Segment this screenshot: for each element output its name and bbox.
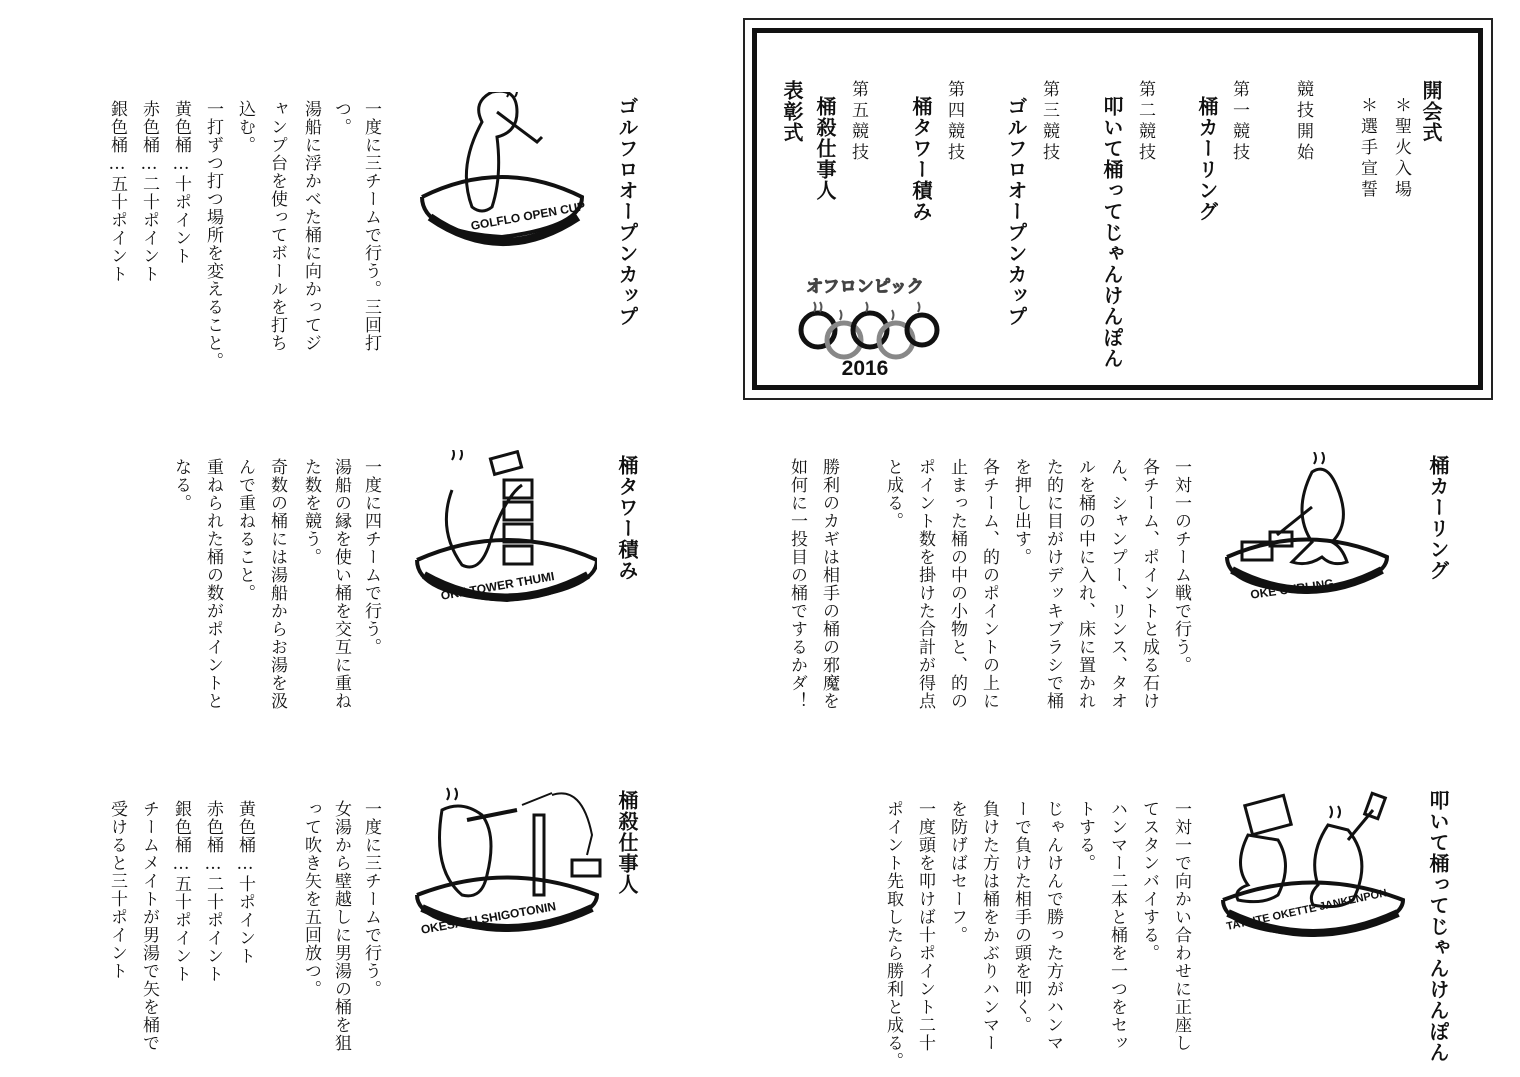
trajectory-arrow-icon	[552, 793, 592, 855]
program-opening: 開会式	[1419, 80, 1443, 143]
tower-line-3: た数を競う。	[301, 458, 321, 566]
curling-line-11: 勝利のカギは相手の桶の邪魔を	[819, 458, 839, 710]
janken-line-2: てスタンバイする。	[1139, 800, 1159, 962]
program-start: 競技開始	[1293, 80, 1313, 164]
shigotonin-line-7: チームメイトが男湯で矢を桶で	[139, 800, 159, 1052]
golf-line-6: 一打ずつ打つ場所を変えること。	[203, 100, 223, 370]
bucket-stack-2-icon	[504, 502, 532, 520]
tower-line-1: 一度に四チームで行う。	[361, 458, 381, 656]
golf-line-2: つ。	[331, 100, 351, 136]
program-event-3-num: 第三競技	[1039, 80, 1059, 164]
program-event-4-num: 第四競技	[944, 80, 964, 164]
shigotonin-line-4: 黄色桶…十ポイント	[235, 800, 255, 965]
curling-line-8: 止まった桶の中の小物と、的の	[947, 458, 967, 710]
curling-line-7: 各チーム、的のポイントの上に	[979, 458, 999, 710]
head-bucket-icon	[1245, 795, 1291, 834]
shigotonin-line-1: 一度に三チームで行う。	[361, 800, 381, 998]
golf-line-3: 湯船に浮かべた桶に向かってジ	[301, 100, 321, 352]
program-event-5-num: 第五競技	[848, 80, 868, 164]
program-event-1-num: 第一競技	[1229, 80, 1249, 164]
program-closing: 表彰式	[780, 80, 804, 143]
tower-line-4: 奇数の桶には湯船からお湯を汲	[267, 458, 287, 710]
tower-line-7: なる。	[171, 458, 191, 512]
janken-line-6: ーで負けた相手の頭を叩く。	[1011, 800, 1031, 1034]
golf-line-4: ャンプ台を使ってボールを打ち	[267, 100, 287, 352]
janken-line-4: トする。	[1075, 800, 1095, 872]
steam-icon	[447, 788, 457, 800]
golf-line-8: 赤色桶…二十ポイント	[139, 100, 159, 283]
program-event-2-name: 叩いて桶ってじゃんけんぽん	[1100, 96, 1124, 369]
curling-line-1: 一対一のチーム戦で行う。	[1171, 458, 1191, 674]
curling-line-5: た的に目がけデッキブラシで桶	[1043, 458, 1063, 710]
golf-line-5: 込む。	[235, 100, 255, 154]
program-opening-item-2: ＊選手宣誓	[1357, 96, 1377, 201]
golfer-figure-icon	[466, 92, 517, 211]
tower-line-5: んで重ねること。	[235, 458, 255, 602]
steam-icon	[1314, 452, 1324, 464]
curling-line-10: と成る。	[883, 458, 903, 530]
curling-line-12: 如何に一投目の桶でするかダ！	[787, 458, 807, 710]
ofuronpic-logo-title: オフロンピック	[806, 277, 924, 297]
shigotonin-line-8: 受けると三十ポイント	[107, 800, 127, 980]
tower-line-2: 湯船の縁を使い桶を交互に重ね	[331, 458, 351, 710]
steam-icon	[1330, 806, 1340, 818]
shigotonin-line-5: 赤色桶…二十ポイント	[203, 800, 223, 983]
curling-line-2: 各チーム、ポイントと成る石け	[1139, 458, 1159, 710]
golf-line-1: 一度に三チームで行う。三回打	[361, 100, 381, 352]
janken-line-3: ハンマー二本と桶を一つをセッ	[1107, 800, 1127, 1052]
janken-logo-label: TATAITE OKETTE JANKENPON	[1225, 887, 1389, 933]
program-event-5-name: 桶殺仕事人	[813, 96, 837, 201]
curling-logo-label: OKE CURLING	[1249, 576, 1335, 602]
hammer-head-icon	[1365, 793, 1386, 818]
wall-icon	[534, 815, 544, 895]
janken-line-9: 一度頭を叩けば十ポイント二十	[915, 800, 935, 1052]
janken-line-5: じゃんけんで勝った方がハンマ	[1043, 800, 1063, 1052]
ofuronpic-logo-year: 2016	[841, 357, 889, 380]
steam-icon	[452, 450, 462, 460]
program-event-2-num: 第二競技	[1135, 80, 1155, 164]
golf-line-7: 黄色桶…十ポイント	[171, 100, 191, 265]
golf-line-9: 銀色桶…五十ポイント	[107, 100, 127, 283]
curling-title: 桶カーリング	[1426, 455, 1450, 581]
shigotonin-line-6: 銀色桶…五十ポイント	[171, 800, 191, 983]
bucket-icon	[490, 452, 521, 475]
golf-club-icon	[497, 112, 542, 142]
shigotonin-title: 桶殺仕事人	[615, 790, 639, 895]
target-bucket-icon	[572, 860, 600, 876]
janken-line-1: 一対一で向かい合わせに正座し	[1171, 800, 1191, 1052]
program-event-4-name: 桶タワー積み	[909, 96, 933, 222]
curling-line-4: ルを桶の中に入れ、床に置かれ	[1075, 458, 1095, 710]
curling-line-3: ん、シャンプー、リンス、タオ	[1107, 458, 1127, 710]
tower-title: 桶タワー積み	[615, 455, 639, 581]
curling-line-9: ポイント数を掛けた合計が得点	[915, 458, 935, 710]
janken-line-7: 負けた方は桶をかぶりハンマー	[979, 800, 999, 1052]
shigotonin-logo-label: OKESATU SHIGOTONIN	[419, 899, 558, 937]
shigotonin-line-2: 女湯から壁越しに男湯の桶を狙	[331, 800, 351, 1052]
program-event-1-name: 桶カーリング	[1195, 96, 1219, 222]
bucket-stack-4-icon	[504, 546, 532, 564]
janken-title: 叩いて桶ってじゃんけんぽん	[1426, 790, 1450, 1063]
dart-icon	[522, 793, 552, 805]
golf-title: ゴルフロオープンカップ	[615, 96, 639, 327]
program-event-3-name: ゴルフロオープンカップ	[1004, 96, 1028, 327]
curling-line-6: を押し出す。	[1011, 458, 1031, 566]
tower-line-6: 重ねられた桶の数がポイントと	[203, 458, 223, 710]
janken-line-8: を防げばセーフ。	[947, 800, 967, 944]
tower-logo-label: OKE TOWER THUMI	[439, 569, 556, 603]
ofuronpic-logo	[790, 268, 940, 383]
shigotonin-line-3: って吹き矢を五回放つ。	[301, 800, 321, 998]
janken-line-10: ポイント先取したら勝利と成る。	[883, 800, 903, 1070]
golf-logo-label: GOLFLO OPEN CUP	[469, 199, 587, 233]
program-opening-item-1: ＊聖火入場	[1391, 96, 1411, 201]
golf-illustration	[412, 92, 592, 252]
